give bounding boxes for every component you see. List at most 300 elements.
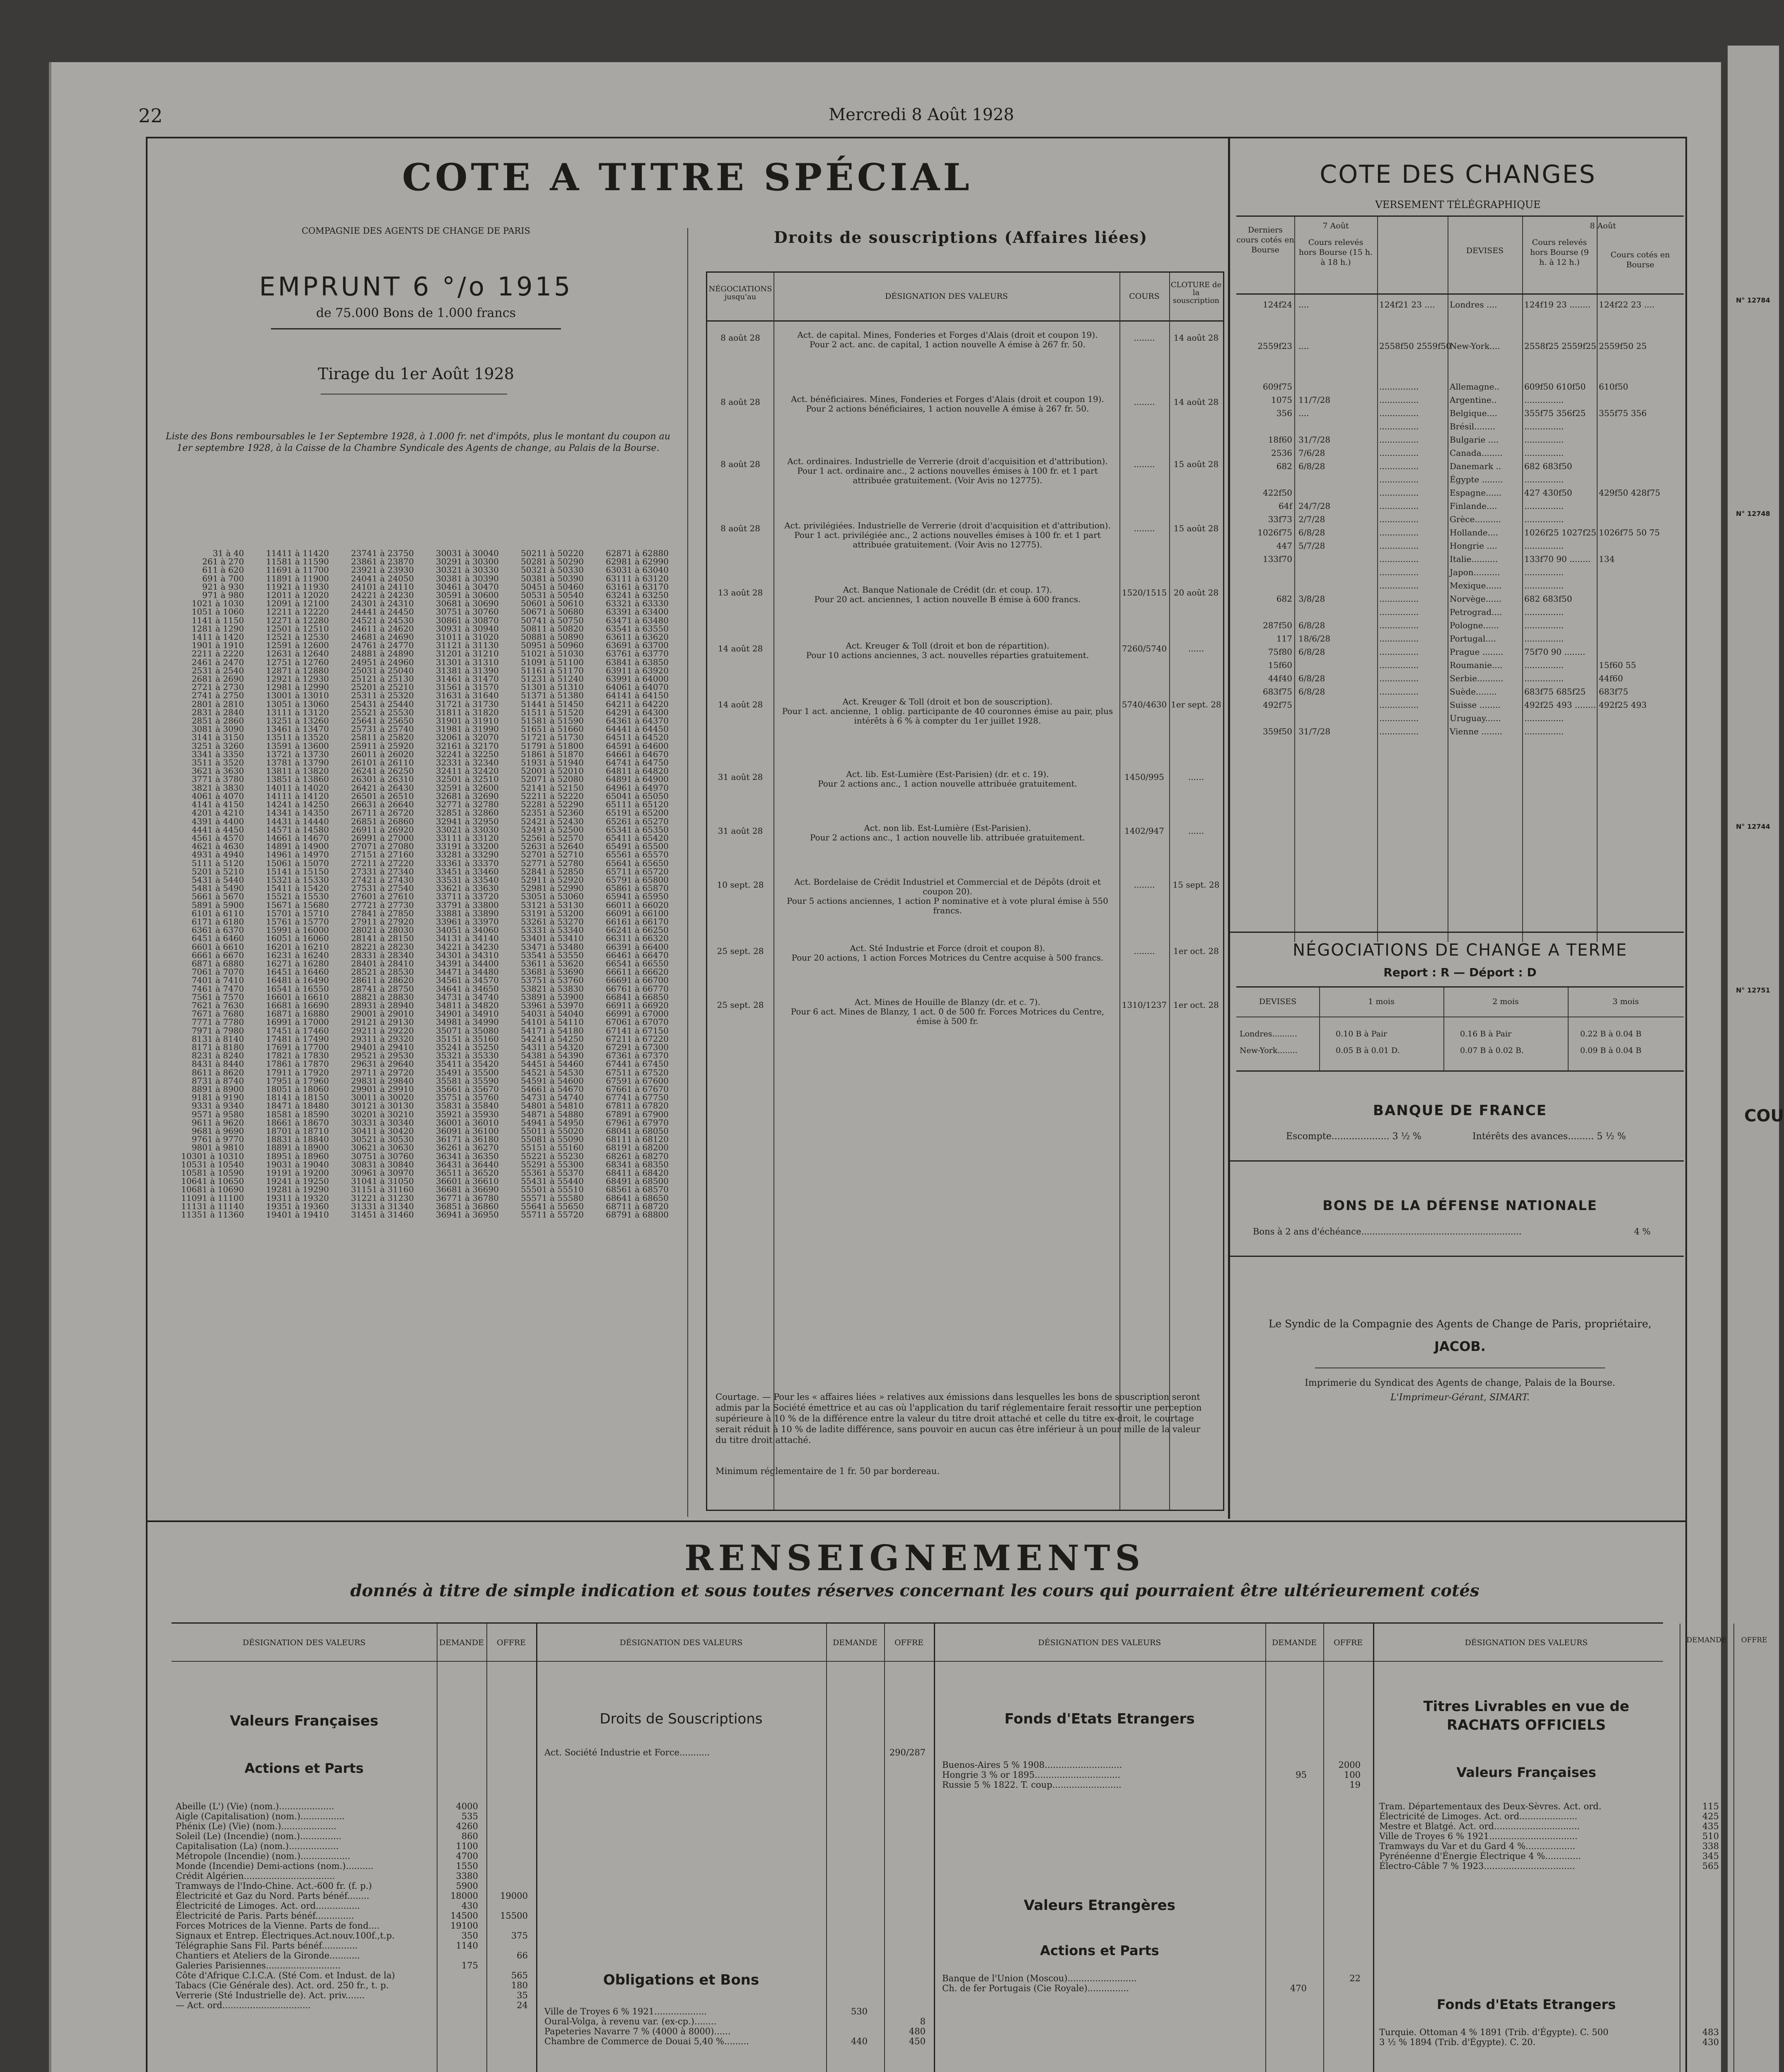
bons-range: 50531 à 50540 xyxy=(521,590,584,600)
bons-range: 24761 à 24770 xyxy=(351,640,414,651)
bons-range: 53891 à 53900 xyxy=(521,992,584,1002)
section-heading: Valeurs Françaises xyxy=(1456,1765,1596,1780)
item-name: Monde (Incendie) Demi-actions (nom.).......... xyxy=(176,1861,374,1871)
chg-hors-bourse-7: ............... xyxy=(1379,607,1419,617)
divider xyxy=(271,328,561,329)
chg-date: 11/7/28 xyxy=(1298,395,1331,405)
bons-range: 13591 à 13600 xyxy=(266,741,329,751)
item-name: Électricité de Limoges. Act. ord..................... xyxy=(1379,1811,1578,1821)
chg-date: 5/7/28 xyxy=(1298,541,1325,551)
row-date: 31 août 28 xyxy=(718,826,763,836)
col-header: OFFRE xyxy=(894,1638,924,1647)
bons-range: 64591 à 64600 xyxy=(606,741,669,751)
bons-range: 66611 à 66620 xyxy=(606,967,669,977)
item-demande: 14500 xyxy=(450,1911,478,1921)
bons-range: 51791 à 51800 xyxy=(521,741,584,751)
bons-range: 50281 à 50290 xyxy=(521,557,584,567)
bons-range: 10581 à 10590 xyxy=(181,1168,244,1178)
bons-range: 10531 à 10540 xyxy=(181,1159,244,1169)
bons-range: 28931 à 28940 xyxy=(351,1000,414,1010)
bons-range: 25731 à 25740 xyxy=(351,724,414,734)
chg-date: 6/8/28 xyxy=(1298,461,1325,471)
bons-range: 26421 à 26430 xyxy=(351,782,414,793)
col-header: DÉSIGNATION DES VALEURS xyxy=(1465,1638,1588,1647)
bons-range: 32411 à 32420 xyxy=(436,766,499,776)
bons-range: 63161 à 63170 xyxy=(606,581,669,592)
bons-range: 2681 à 2690 xyxy=(191,674,244,684)
bons-range: 6451 à 6460 xyxy=(191,933,244,944)
chg-dernier: 44f40 xyxy=(1268,673,1292,683)
bons-range: 52351 à 52360 xyxy=(521,808,584,818)
row-designation: Act. ordinaires. Industrielle de Verrerie (droit d'acquisition et d'attribution). Pour 1 act. ordinaire anc., 2 actions nouvelles émises à 100 fr. et 1 part attribuée gratuitement. (Voir Avis no 12775). xyxy=(787,456,1108,485)
bons-range: 29521 à 29530 xyxy=(351,1051,414,1061)
bons-range: 12981 à 12990 xyxy=(266,682,329,692)
chg-dernier: 1075 xyxy=(1271,395,1292,405)
bons-range: 67891 à 67900 xyxy=(606,1109,669,1119)
adjacent-page-edge xyxy=(1728,46,1784,2072)
item-demande: 4000 xyxy=(456,1801,478,1811)
bons-range: 54871 à 54880 xyxy=(521,1109,584,1119)
bons-range: 62981 à 62990 xyxy=(606,557,669,567)
table-header-rule xyxy=(707,320,1223,322)
bons-range: 53331 à 53340 xyxy=(521,925,584,935)
bons-range: 63691 à 63700 xyxy=(606,640,669,651)
bons-range: 4061 à 4070 xyxy=(191,791,244,801)
bons-range: 10681 à 10690 xyxy=(181,1184,244,1195)
chg-hors-bourse-8: 609f50 610f50 xyxy=(1524,382,1586,392)
bons-range: 3511 à 3520 xyxy=(191,758,244,768)
chg-dernier: 356 xyxy=(1276,408,1292,418)
table-row xyxy=(1236,300,1713,313)
item-name: Phénix (Le) (Vie) (nom.).................... xyxy=(176,1821,336,1831)
bons-range: 18701 à 18710 xyxy=(266,1126,329,1136)
row-designation: Act. privilégiées. Industrielle de Verrerie (droit d'acquisition et d'attribution). Pour 1 act. privilégiée anc., 2 actions nouvelles émises à 100 fr. et 1 part attribuée gratuitement. (Voir Avis no 12775). xyxy=(784,520,1111,549)
item-offre: 100 xyxy=(1344,1770,1361,1780)
chg-hors-bourse-7: ............... xyxy=(1379,528,1419,537)
bons-range: 2531 à 2540 xyxy=(191,665,244,675)
bons-range: 28821 à 28830 xyxy=(351,992,414,1002)
bons-range: 3141 à 3150 xyxy=(191,732,244,743)
bons-range: 68111 à 68120 xyxy=(606,1134,669,1145)
bons-range: 8891 à 8900 xyxy=(191,1084,244,1094)
table-row xyxy=(1236,461,1713,474)
bons-range: 52701 à 52710 xyxy=(521,850,584,860)
chg-dernier: 2559f23 xyxy=(1257,341,1292,351)
bons-range: 12521 à 12530 xyxy=(266,632,329,642)
bons-range: 12011 à 12020 xyxy=(266,590,329,600)
souscriptions-title: Droits de souscriptions (Affaires liées) xyxy=(774,228,1148,247)
bons-range: 66841 à 66850 xyxy=(606,992,669,1002)
terme-table xyxy=(1236,986,1684,1072)
bons-range: 50601 à 50610 xyxy=(521,598,584,609)
value-list xyxy=(176,1802,536,2050)
table-row xyxy=(1236,581,1713,594)
bons-range: 67961 à 67970 xyxy=(606,1117,669,1128)
chg-devise: Argentine.. xyxy=(1450,395,1497,405)
row-cloture: 14 août 28 xyxy=(1173,397,1219,407)
bons-range: 51721 à 51730 xyxy=(521,732,584,743)
bons-range: 66091 à 66100 xyxy=(606,908,669,918)
table-row xyxy=(1236,341,1713,354)
bons-range: 2801 à 2810 xyxy=(191,699,244,709)
chg-hors-bourse-8: 75f70 90 ........ xyxy=(1524,647,1586,657)
bons-range: 30861 à 30870 xyxy=(436,615,499,625)
bons-range: 17451 à 17460 xyxy=(266,1025,329,1036)
bons-range: 25521 à 25530 xyxy=(351,707,414,717)
table-row xyxy=(1236,554,1713,567)
bons-range: 67511 à 67520 xyxy=(606,1067,669,1077)
adjacent-note: N° 12751 xyxy=(1736,986,1770,994)
item-value: 510 xyxy=(1702,1831,1719,1841)
bons-range: 30321 à 30330 xyxy=(436,565,499,575)
renseignements-table xyxy=(172,1622,1767,2072)
chg-devise: Espagne...... xyxy=(1450,488,1502,498)
chg-hors-bourse-7: ............... xyxy=(1379,461,1419,471)
bons-range: 23741 à 23750 xyxy=(351,548,414,558)
bons-range: 31451 à 31460 xyxy=(351,1210,414,1220)
bons-range: 6171 à 6180 xyxy=(191,916,244,927)
printer-line: Imprimerie du Syndicat des Agents de change, Palais de la Bourse. xyxy=(1305,1378,1615,1388)
chg-cote: 44f60 xyxy=(1599,673,1623,683)
col-header: 7 Août xyxy=(1322,221,1349,230)
bons-range: 35411 à 35420 xyxy=(436,1059,499,1069)
bons-range: 66011 à 66020 xyxy=(606,900,669,910)
bons-range: 1021 à 1030 xyxy=(191,598,244,609)
bons-range: 64661 à 64670 xyxy=(606,749,669,759)
chg-hors-bourse-7: ............... xyxy=(1379,581,1419,591)
row-date: 13 août 28 xyxy=(718,588,763,598)
bons-range: 51161 à 51170 xyxy=(521,665,584,675)
bons-range: 34561 à 34570 xyxy=(436,975,499,985)
bons-range: 29631 à 29640 xyxy=(351,1059,414,1069)
chg-hors-bourse-7: ............... xyxy=(1379,421,1419,431)
renseignements-subtitle: donnés à titre de simple indication et sous toutes réserves concernant les cours qui pourraient être ultérieurement cotés xyxy=(350,1581,1479,1600)
item-name: Banque de l'Union (Moscou)......................... xyxy=(942,1973,1137,1983)
bons-range: 32771 à 32780 xyxy=(436,799,499,810)
bons-range: 68411 à 68420 xyxy=(606,1168,669,1178)
bons-range: 30831 à 30840 xyxy=(351,1159,414,1169)
bons-range: 33791 à 33800 xyxy=(436,900,499,910)
bons-range: 4201 à 4210 xyxy=(191,808,244,818)
bons-range: 27721 à 27730 xyxy=(351,900,414,910)
bons-range: 34731 à 34740 xyxy=(436,992,499,1002)
row-cours: 7260/5740 xyxy=(1122,644,1167,654)
col-header: Derniers cours cotés en Bourse xyxy=(1236,225,1294,254)
bons-range: 26711 à 26720 xyxy=(351,808,414,818)
bons-range: 6601 à 6610 xyxy=(191,942,244,952)
terme-value: 0.09 B à 0.04 B xyxy=(1580,1046,1642,1055)
bons-range: 691 à 700 xyxy=(202,573,244,583)
bons-range: 33021 à 33030 xyxy=(436,824,499,835)
bons-range: 35241 à 35250 xyxy=(436,1042,499,1052)
chg-cote: 1026f75 50 75 xyxy=(1599,528,1660,537)
bons-range: 63391 à 63400 xyxy=(606,607,669,617)
item-name: Tramways du Var et du Gard 4 %.................. xyxy=(1379,1841,1576,1851)
bons-range: 16481 à 16490 xyxy=(266,975,329,985)
table-row xyxy=(1236,474,1713,488)
bons-range: 7621 à 7630 xyxy=(191,1000,244,1010)
bons-range: 30011 à 30020 xyxy=(351,1092,414,1103)
chg-dernier: 133f70 xyxy=(1262,554,1292,564)
bons-range: 65491 à 65500 xyxy=(606,841,669,852)
item-name: Tram. Départementaux des Deux-Sèvres. Act. ord. xyxy=(1379,1801,1602,1811)
bons-column xyxy=(161,549,244,1506)
bons-range: 24101 à 24110 xyxy=(351,581,414,592)
bons-range: 24041 à 24050 xyxy=(351,573,414,583)
bons-range: 23921 à 23930 xyxy=(351,565,414,575)
chg-hors-bourse-7: ............... xyxy=(1379,634,1419,644)
bons-range: 54801 à 54810 xyxy=(521,1101,584,1111)
bons-range: 13251 à 13260 xyxy=(266,716,329,726)
bons-range: 12091 à 12100 xyxy=(266,598,329,609)
bons-range: 14241 à 14250 xyxy=(266,799,329,810)
table-row xyxy=(1236,687,1713,700)
chg-hors-bourse-8: ............... xyxy=(1524,448,1564,458)
bons-range: 66911 à 66920 xyxy=(606,1000,669,1010)
bons-range: 63761 à 63770 xyxy=(606,649,669,659)
bons-range: 33881 à 33890 xyxy=(436,908,499,918)
bons-range: 63031 à 63040 xyxy=(606,565,669,575)
item-offre: 480 xyxy=(909,2026,926,2036)
bons-range: 17481 à 17490 xyxy=(266,1034,329,1044)
bons-range: 52491 à 52500 xyxy=(521,824,584,835)
bons-range: 36001 à 36010 xyxy=(436,1117,499,1128)
section-heading: Valeurs Etrangères xyxy=(1023,1897,1175,1914)
chg-devise: Danemark .. xyxy=(1450,461,1501,471)
row-cours: 5740/4630 xyxy=(1122,700,1167,709)
bons-range: 65941 à 65950 xyxy=(606,891,669,902)
col-header: DEVISES xyxy=(1466,246,1504,255)
bons-range: 15671 à 15680 xyxy=(266,900,329,910)
bons-range: 31461 à 31470 xyxy=(436,674,499,684)
chg-hors-bourse-8: ............... xyxy=(1524,514,1564,524)
bons-range: 11351 à 11360 xyxy=(181,1210,244,1220)
chg-devise: Finlande.... xyxy=(1450,501,1497,511)
bons-range: 27421 à 27430 xyxy=(351,874,414,885)
bons-range: 25811 à 25820 xyxy=(351,732,414,743)
row-designation: Act. bénéficiaires. Mines, Fonderies et Forges d'Alais (droit et coupon 19). Pour 2 actions bénéficiaires, 1 action nouvelle A émise à 267 fr. 50. xyxy=(791,394,1104,414)
chg-date: 31/7/28 xyxy=(1298,435,1331,445)
bons-range: 55711 à 55720 xyxy=(521,1210,584,1220)
table-row xyxy=(1236,488,1713,501)
bons-column xyxy=(501,549,584,1506)
row-cloture: ...... xyxy=(1188,644,1204,654)
item-value: 425 xyxy=(1702,1811,1719,1821)
col-header: DEMANDE xyxy=(832,1638,877,1647)
bons-range: 51371 à 51380 xyxy=(521,690,584,701)
bons-column xyxy=(246,549,329,1506)
bons-range: 26501 à 26510 xyxy=(351,791,414,801)
chg-hors-bourse-8: ............... xyxy=(1524,634,1564,644)
terme-value: 0.22 B à 0.04 B xyxy=(1580,1029,1642,1038)
bons-range: 261 à 270 xyxy=(202,557,244,567)
bons-range: 36091 à 36100 xyxy=(436,1126,499,1136)
bons-range: 28021 à 28030 xyxy=(351,925,414,935)
chg-devise: Norvège...... xyxy=(1450,594,1502,604)
bons-range: 50811 à 50820 xyxy=(521,623,584,634)
bons-range: 14011 à 14020 xyxy=(266,782,329,793)
bons-range: 24611 à 24620 xyxy=(351,623,414,634)
terme-value: 0.07 B à 0.02 B. xyxy=(1460,1046,1524,1055)
chg-devise: Égypte ........ xyxy=(1450,474,1503,484)
bons-range: 29001 à 29010 xyxy=(351,1009,414,1019)
bons-range: 67661 à 67670 xyxy=(606,1084,669,1094)
bons-range: 7061 à 7070 xyxy=(191,967,244,977)
row-designation: Act. de capital. Mines, Fonderies et Forges d'Alais (droit et coupon 19). Pour 2 act. anc. de capital, 1 action nouvelle A émise à 267 fr. 50. xyxy=(797,330,1098,349)
row-cloture: 15 sept. 28 xyxy=(1172,880,1220,890)
bons-range: 17951 à 17960 xyxy=(266,1075,329,1086)
col-header: DEMANDE xyxy=(1272,1638,1317,1647)
bons-range: 4141 à 4150 xyxy=(191,799,244,810)
bons-range: 35921 à 35930 xyxy=(436,1109,499,1119)
chg-hors-bourse-8: ............... xyxy=(1524,581,1564,591)
bons-range: 30931 à 30940 xyxy=(436,623,499,634)
bons-range: 4621 à 4630 xyxy=(191,841,244,852)
bons-range: 6661 à 6670 xyxy=(191,950,244,960)
row-date: 8 août 28 xyxy=(720,397,760,407)
item-name: Chambre de Commerce de Douai 5,40 %......... xyxy=(544,2036,749,2046)
bons-range: 30201 à 30210 xyxy=(351,1109,414,1119)
chg-hors-bourse-8: ............... xyxy=(1524,541,1564,551)
bons-range: 34641 à 34650 xyxy=(436,983,499,994)
bons-range: 31041 à 31050 xyxy=(351,1176,414,1186)
bons-range: 36341 à 36350 xyxy=(436,1151,499,1161)
table-row xyxy=(1236,726,1713,740)
chg-hors-bourse-8: ............... xyxy=(1524,713,1564,723)
bons-range: 67811 à 67820 xyxy=(606,1101,669,1111)
bons-range: 30621 à 30630 xyxy=(351,1143,414,1153)
bons-range: 27531 à 27540 xyxy=(351,883,414,893)
bons-range: 51581 à 51590 xyxy=(521,716,584,726)
bons-range: 35581 à 35590 xyxy=(436,1075,499,1086)
bons-range: 3081 à 3090 xyxy=(191,724,244,734)
col-header: DEMANDE xyxy=(439,1638,484,1647)
row-date: 31 août 28 xyxy=(718,772,763,782)
bons-range: 28331 à 28340 xyxy=(351,950,414,960)
item-value: 435 xyxy=(1702,1821,1719,1831)
chg-date: 6/8/28 xyxy=(1298,620,1325,630)
bons-range: 51441 à 51450 xyxy=(521,699,584,709)
item-value: 338 xyxy=(1702,1841,1719,1851)
chg-hors-bourse-7: ............... xyxy=(1379,687,1419,697)
item-name: Électro-Câble 7 % 1923................................. xyxy=(1379,1861,1575,1871)
bons-range: 31201 à 31210 xyxy=(436,649,499,659)
chg-hors-bourse-7: ............... xyxy=(1379,435,1419,445)
chg-hors-bourse-8: 2558f25 2559f25 xyxy=(1524,341,1596,351)
bons-range: 66311 à 66320 xyxy=(606,933,669,944)
chg-dernier: 359f50 xyxy=(1262,726,1292,736)
chg-devise: Belgique.... xyxy=(1450,408,1498,418)
table-header-rule xyxy=(172,1661,1663,1662)
item-name: Oural-Volga, à revenu var. (ex-cp.)........ xyxy=(544,2016,717,2026)
chg-hors-bourse-8: 427 430f50 xyxy=(1524,488,1572,498)
bons-range: 31901 à 31910 xyxy=(436,716,499,726)
row-designation: Act. Kreuger & Toll (droit et bon de souscription). Pour 1 act. ancienne, 1 oblig. participante de 40 couronnes émise au pair, plus intérêts à 6 % à compter du 1er juillet 1928. xyxy=(782,697,1113,726)
chg-devise: Canada........ xyxy=(1450,448,1503,458)
bons-range: 26101 à 26110 xyxy=(351,758,414,768)
item-name: Papeteries Navarre 7 % (4000 à 8000)...... xyxy=(544,2026,731,2036)
col-header: DÉSIGNATION DES VALEURS xyxy=(619,1638,743,1647)
bons-range: 16991 à 17000 xyxy=(266,1017,329,1027)
item-offre: 8 xyxy=(920,2016,926,2026)
bons-range: 36511 à 36520 xyxy=(436,1168,499,1178)
bons-range: 52211 à 52220 xyxy=(521,791,584,801)
bons-range: 8231 à 8240 xyxy=(191,1051,244,1061)
item-offre: 290/287 xyxy=(889,1748,926,1757)
bons-range: 54591 à 54600 xyxy=(521,1075,584,1086)
row-cloture: 15 août 28 xyxy=(1173,523,1219,533)
bons-range: 1051 à 1060 xyxy=(191,607,244,617)
bons-range: 55221 à 55230 xyxy=(521,1151,584,1161)
item-offre: 375 xyxy=(511,1931,528,1941)
bons-range: 8431 à 8440 xyxy=(191,1059,244,1069)
bons-range: 68041 à 68050 xyxy=(606,1126,669,1136)
bons-range: 10641 à 10650 xyxy=(181,1176,244,1186)
bons-range: 66761 à 66770 xyxy=(606,983,669,994)
bons-range: 65111 à 65120 xyxy=(606,799,669,810)
bons-range: 7771 à 7780 xyxy=(191,1017,244,1027)
bons-range: 54101 à 54110 xyxy=(521,1017,584,1027)
value-list xyxy=(942,1974,1373,1999)
bons-range: 51091 à 51100 xyxy=(521,657,584,667)
chg-dernier: 33f73 xyxy=(1268,514,1292,524)
emprunt-company: COMPAGNIE DES AGENTS DE CHANGE DE PARIS xyxy=(302,226,530,236)
bons-range: 50451 à 50460 xyxy=(521,581,584,592)
section-heading: Fonds d'Etats Etrangers xyxy=(1436,1997,1616,2012)
item-name: Turquie. Ottoman 4 % 1891 (Trib. d'Égypte). C. 500 xyxy=(1379,2027,1609,2037)
bons-range: 27071 à 27080 xyxy=(351,841,414,852)
item-value: 345 xyxy=(1702,1851,1719,1861)
bons-range: 55081 à 55090 xyxy=(521,1134,584,1145)
row-date: 8 août 28 xyxy=(720,523,760,533)
printer-line: L'Imprimeur-Gérant, SIMART. xyxy=(1390,1392,1530,1403)
bons-range: 67441 à 67450 xyxy=(606,1059,669,1069)
chg-hors-bourse-7: ............... xyxy=(1379,554,1419,564)
item-name: Crédit Algérien................................. xyxy=(176,1871,335,1881)
bons-range: 5661 à 5670 xyxy=(191,891,244,902)
bons-range: 13461 à 13470 xyxy=(266,724,329,734)
item-demande: 860 xyxy=(461,1831,478,1841)
item-offre: 15500 xyxy=(500,1911,528,1921)
bons-range: 64061 à 64070 xyxy=(606,682,669,692)
item-offre: 66 xyxy=(517,1951,528,1961)
chg-date: 24/7/28 xyxy=(1298,501,1331,511)
terme-devise: Londres.......... xyxy=(1240,1029,1297,1038)
item-name: Télégraphie Sans Fil. Parts bénéf............. xyxy=(176,1941,358,1951)
bons-range: 14431 à 14440 xyxy=(266,816,329,826)
table-row xyxy=(1236,634,1713,647)
bons-range: 18141 à 18150 xyxy=(266,1092,329,1103)
bons-range: 13851 à 13860 xyxy=(266,774,329,784)
bons-range: 14661 à 14670 xyxy=(266,833,329,843)
bons-range: 53681 à 53690 xyxy=(521,967,584,977)
bons-range: 55151 à 55160 xyxy=(521,1143,584,1153)
bons-range: 19401 à 19410 xyxy=(266,1210,329,1220)
bons-range: 4561 à 4570 xyxy=(191,833,244,843)
bons-range: 15521 à 15530 xyxy=(266,891,329,902)
bons-range: 30291 à 30300 xyxy=(436,557,499,567)
bons-range: 1411 à 1420 xyxy=(191,632,244,642)
bons-range: 27601 à 27610 xyxy=(351,891,414,902)
bons-range: 36771 à 36780 xyxy=(436,1193,499,1203)
row-designation: Act. lib. Est-Lumière (Est-Parisien) (dr. et c. 19). Pour 2 actions anc., 1 action nouvelle attribuée gratuitement. xyxy=(818,769,1077,789)
bons-range: 5431 à 5440 xyxy=(191,874,244,885)
bons-range: 24951 à 24960 xyxy=(351,657,414,667)
bons-range: 9571 à 9580 xyxy=(191,1109,244,1119)
bons-range: 25641 à 25650 xyxy=(351,716,414,726)
row-cloture: 1er oct. 28 xyxy=(1173,1000,1219,1010)
table-row xyxy=(1236,528,1713,541)
